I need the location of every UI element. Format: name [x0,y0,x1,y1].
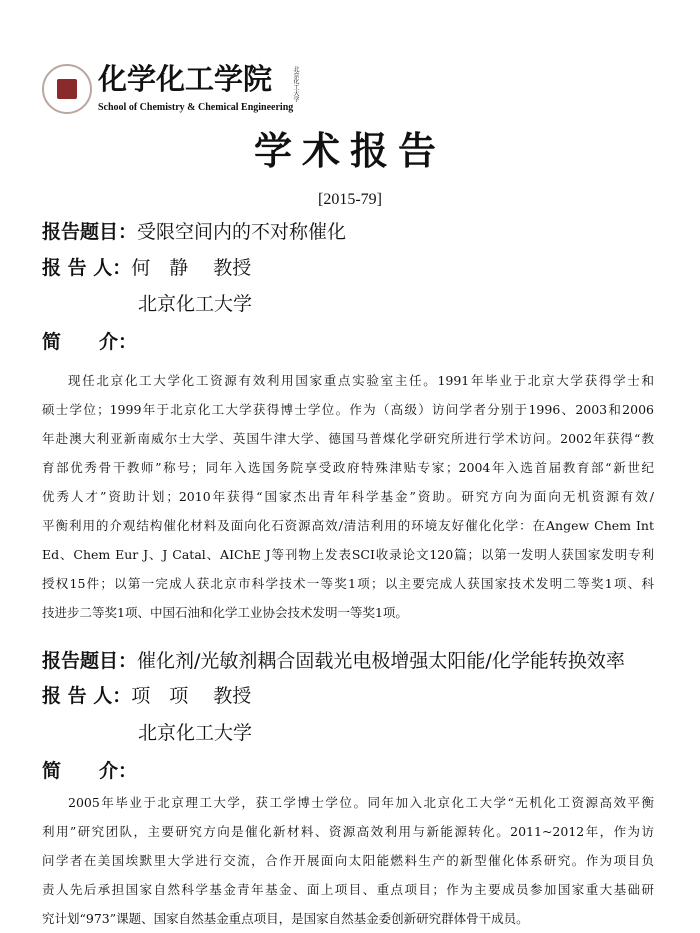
topic-text: 催化剂/光敏剂耦合固载光电极增强太阳能/化学能转换效率 [137,650,625,672]
report-1-affiliation: 北京化工大学 [138,293,253,315]
intro-line: 利用”研究团队，主要研究方向是催化新材料、资源高效利用与新能源转化。2011~2012年，作为访 [42,824,654,839]
report-1-topic [42,220,346,244]
intro-line: 优秀人才”资助计划；2010年获得“国家杰出青年科学基金”资助。研究方向为面向无机资源有效/ [42,489,654,504]
page-title: 学术报告 [253,129,446,173]
intro-label: 简 介： [42,331,138,353]
intro-line: 平衡利用的介观结构催化材料及面向化石资源高效/清洁利用的环境友好催化化学：在Angew Chem Int [42,518,654,533]
intro-line: 现任北京化工大学化工资源有效利用国家重点实验室主任。1991年毕业于北京大学获得学士和 [68,373,654,388]
topic-label: 报告题目： [42,650,138,672]
intro-line: 育部优秀骨干教师”称号；同年入选国务院享受政府特殊津贴专家；2004年入选首届教育部“新世纪 [42,460,654,475]
intro-line: 授权15件；以第一完成人获北京市科学技术一等奖1项；以主要完成人获国家技术发明二等奖1项、科 [42,576,654,591]
school-name-cn: 化学化工学院 [98,62,273,96]
report-2-intro [42,788,654,933]
report-2-topic [42,649,625,673]
intro-line: 技进步二等奖1项、中国石油和化学工业协会技术发明一等奖1项。 [42,605,408,620]
intro-line: Ed、Chem Eur J、J Catal、AIChE J等刊物上发表SCI收录论文120篇；以第一发明人获国家发明专利 [42,547,654,562]
intro-line: 究计划“973”课题、国家自然基金重点项目，是国家自然基金委创新研究群体骨干成员。 [42,911,529,926]
speaker-name: 项 项 教授 [131,685,252,707]
topic-label: 报告题目： [42,221,138,243]
report-2-speaker [42,684,251,708]
speaker-label: 报 告 人： [42,685,132,707]
report-2-intro-label [42,759,137,783]
intro-line: 年赴澳大利亚新南威尔士大学、英国牛津大学、德国马普煤化学研究所进行学术访问。2002年获得“教 [42,431,654,446]
topic-text: 受限空间内的不对称催化 [137,221,347,243]
speaker-name: 何 静 教授 [131,257,252,279]
report-1-speaker [42,256,251,280]
logo-mark: 北京化工大学 [292,66,299,102]
school-name-en: School of Chemistry & Chemical Engineering [98,102,294,113]
speaker-label: 报 告 人： [42,257,132,279]
intro-line: 问学者在美国埃默里大学进行交流，合作开展面向太阳能燃料生产的新型催化体系研究。作为项目负 [42,853,654,868]
report-2-affiliation: 北京化工大学 [138,722,253,744]
report-1-intro [42,366,654,627]
intro-label: 简 介： [42,760,138,782]
intro-line: 硕士学位；1999年于北京化工大学获得博士学位。作为（高级）访问学者分别于1996、2003和2006 [42,402,654,417]
report-code: [2015-79] [318,191,382,208]
intro-line: 责人先后承担国家自然科学基金青年基金、面上项目、重点项目；作为主要成员参加国家重大基础研 [42,882,654,897]
intro-line: 2005年毕业于北京理工大学，获工学博士学位。同年加入北京化工大学“无机化工资源高效平衡 [68,795,654,810]
report-1-intro-label [42,330,137,354]
school-seal-logo [42,64,92,114]
